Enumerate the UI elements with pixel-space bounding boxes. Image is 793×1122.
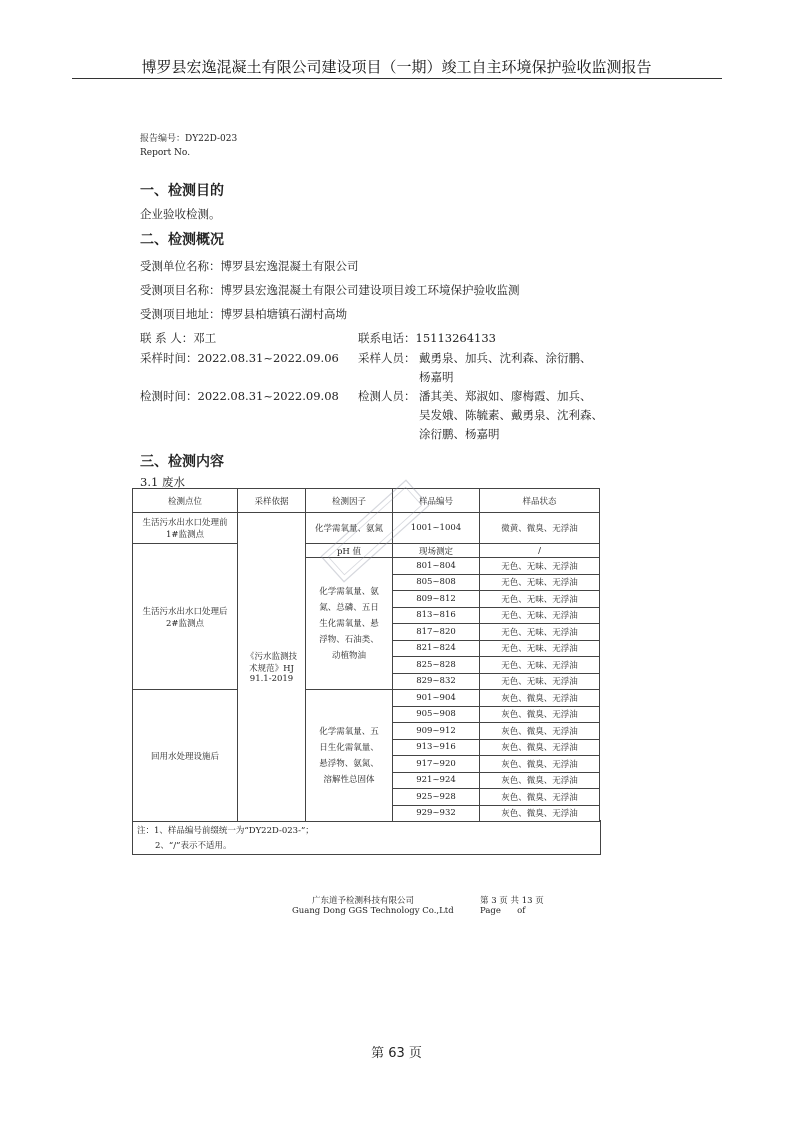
sample-id: 现场测定 <box>393 544 480 558</box>
factor-cell-3: 化学需氧量、五日生化需氧量、悬浮物、氨氮、溶解性总固体 <box>306 690 393 822</box>
footer-company-en: Guang Dong GGS Technology Co.,Ltd <box>292 906 454 916</box>
tester-label: 检测人员： <box>358 389 416 403</box>
section3-heading: 三、检测内容 <box>140 454 224 470</box>
sample-state: / <box>480 544 600 558</box>
sample-state: 灰色、微臭、无浮油 <box>480 756 600 773</box>
sample-state: 灰色、微臭、无浮油 <box>480 805 600 822</box>
report-number <box>140 132 237 160</box>
testers-line1: 潘其美、郑淑如、廖梅霞、加兵、 <box>419 389 592 403</box>
sample-state: 无色、无味、无浮油 <box>480 607 600 624</box>
sample-state: 无色、无味、无浮油 <box>480 624 600 641</box>
sample-id: 817~820 <box>393 624 480 641</box>
sample-id: 805~808 <box>393 574 480 591</box>
sample-state: 无色、无味、无浮油 <box>480 640 600 657</box>
sample-state: 无色、无味、无浮油 <box>480 591 600 608</box>
section1-heading: 一、检测目的 <box>140 183 224 199</box>
col-header-factor: 检测因子 <box>306 489 393 513</box>
sample-state: 灰色、微臭、无浮油 <box>480 723 600 740</box>
factor-cell-ph: pH 值 <box>306 544 393 558</box>
sample-id: 917~920 <box>393 756 480 773</box>
col-header-basis: 采样依据 <box>238 489 306 513</box>
footer-page-cn: 第 3 页 共 13 页 <box>480 896 544 906</box>
col-header-point: 检测点位 <box>133 489 238 513</box>
report-running-title: 博罗县宏逸混凝土有限公司建设项目（一期）竣工自主环境保护验收监测报告 <box>141 58 652 76</box>
samplers-line1: 戴勇泉、加兵、沈利森、涂衍鹏、 <box>419 351 592 365</box>
sample-id: 929~932 <box>393 805 480 822</box>
table-notes <box>132 820 601 855</box>
sample-id: 1001~1004 <box>393 513 480 544</box>
sample-id: 913~916 <box>393 739 480 756</box>
testers-line2: 吴发娥、陈毓素、戴勇泉、沈利森、 <box>419 408 603 422</box>
col-header-sample-state: 样品状态 <box>480 489 600 513</box>
sample-state: 无色、无味、无浮油 <box>480 657 600 674</box>
wastewater-subheading: 3.1 废水 <box>140 475 185 489</box>
testing-time: 检测时间：2022.08.31~2022.09.08 <box>140 389 339 403</box>
sample-id: 821~824 <box>393 640 480 657</box>
sample-id: 921~924 <box>393 772 480 789</box>
report-number-label: 报告编号：DY22D-023 <box>140 134 238 144</box>
note-1: 注：1、样品编号前缀统一为“DY22D-023-”； <box>137 826 314 836</box>
sample-state: 灰色、微臭、无浮油 <box>480 789 600 806</box>
sampler-label: 采样人员： <box>358 351 416 365</box>
sample-state: 无色、无味、无浮油 <box>480 574 600 591</box>
header-rule <box>72 78 722 79</box>
sample-id: 825~828 <box>393 657 480 674</box>
report-number-en: Report No. <box>140 148 191 158</box>
sample-id: 905~908 <box>393 706 480 723</box>
tested-unit: 受测单位名称：博罗县宏逸混凝土有限公司 <box>140 259 359 273</box>
sample-state: 灰色、微臭、无浮油 <box>480 739 600 756</box>
point-cell-2: 生活污水出水口处理后2#监测点 <box>133 544 238 690</box>
sampling-time: 采样时间：2022.08.31~2022.09.06 <box>140 351 339 365</box>
table-row <box>133 690 600 707</box>
factor-cell-2: 化学需氧量、氨氮、总磷、五日生化需氧量、悬浮物、石油类、动植物油 <box>306 558 393 690</box>
footer-page-en: Page of <box>480 906 526 916</box>
sample-id: 909~912 <box>393 723 480 740</box>
contact-phone: 联系电话：15113264133 <box>358 331 496 345</box>
section2-heading: 二、检测概况 <box>140 232 224 248</box>
sample-state: 微黄、微臭、无浮油 <box>480 513 600 544</box>
section1-text: 企业验收检测。 <box>140 207 221 221</box>
sample-state: 灰色、微臭、无浮油 <box>480 706 600 723</box>
basis-cell: 《污水监测技术规范》HJ 91.1-2019 <box>238 513 306 822</box>
sample-id: 809~812 <box>393 591 480 608</box>
sample-id: 925~928 <box>393 789 480 806</box>
contact-person: 联 系 人：邓工 <box>140 331 217 345</box>
page-number: 第 63 页 <box>371 1046 422 1061</box>
sample-id: 901~904 <box>393 690 480 707</box>
sample-id: 801~804 <box>393 558 480 575</box>
note-2: 2、“/”表示不适用。 <box>155 841 232 851</box>
sample-state: 无色、无味、无浮油 <box>480 673 600 690</box>
col-header-sample-id: 样品编号 <box>393 489 480 513</box>
sample-state: 灰色、微臭、无浮油 <box>480 690 600 707</box>
factor-cell-1: 化学需氧量、氨氮 <box>306 513 393 544</box>
inspection-seal <box>300 476 450 586</box>
sample-state: 灰色、微臭、无浮油 <box>480 772 600 789</box>
sample-id: 829~832 <box>393 673 480 690</box>
tested-address: 受测项目地址：博罗县柏塘镇石湖村高坳 <box>140 307 347 321</box>
point-cell-1: 生活污水出水口处理前1#监测点 <box>133 513 238 544</box>
point-cell-3: 回用水处理设施后 <box>133 690 238 822</box>
sample-id: 813~816 <box>393 607 480 624</box>
testers-line3: 涂衍鹏、杨嘉明 <box>419 427 500 441</box>
sample-state: 无色、无味、无浮油 <box>480 558 600 575</box>
samplers-line2: 杨嘉明 <box>419 370 454 384</box>
tested-project: 受测项目名称：博罗县宏逸混凝土有限公司建设项目竣工环境保护验收监测 <box>140 283 520 297</box>
footer-company-cn: 广东道予检测科技有限公司 <box>312 896 415 906</box>
